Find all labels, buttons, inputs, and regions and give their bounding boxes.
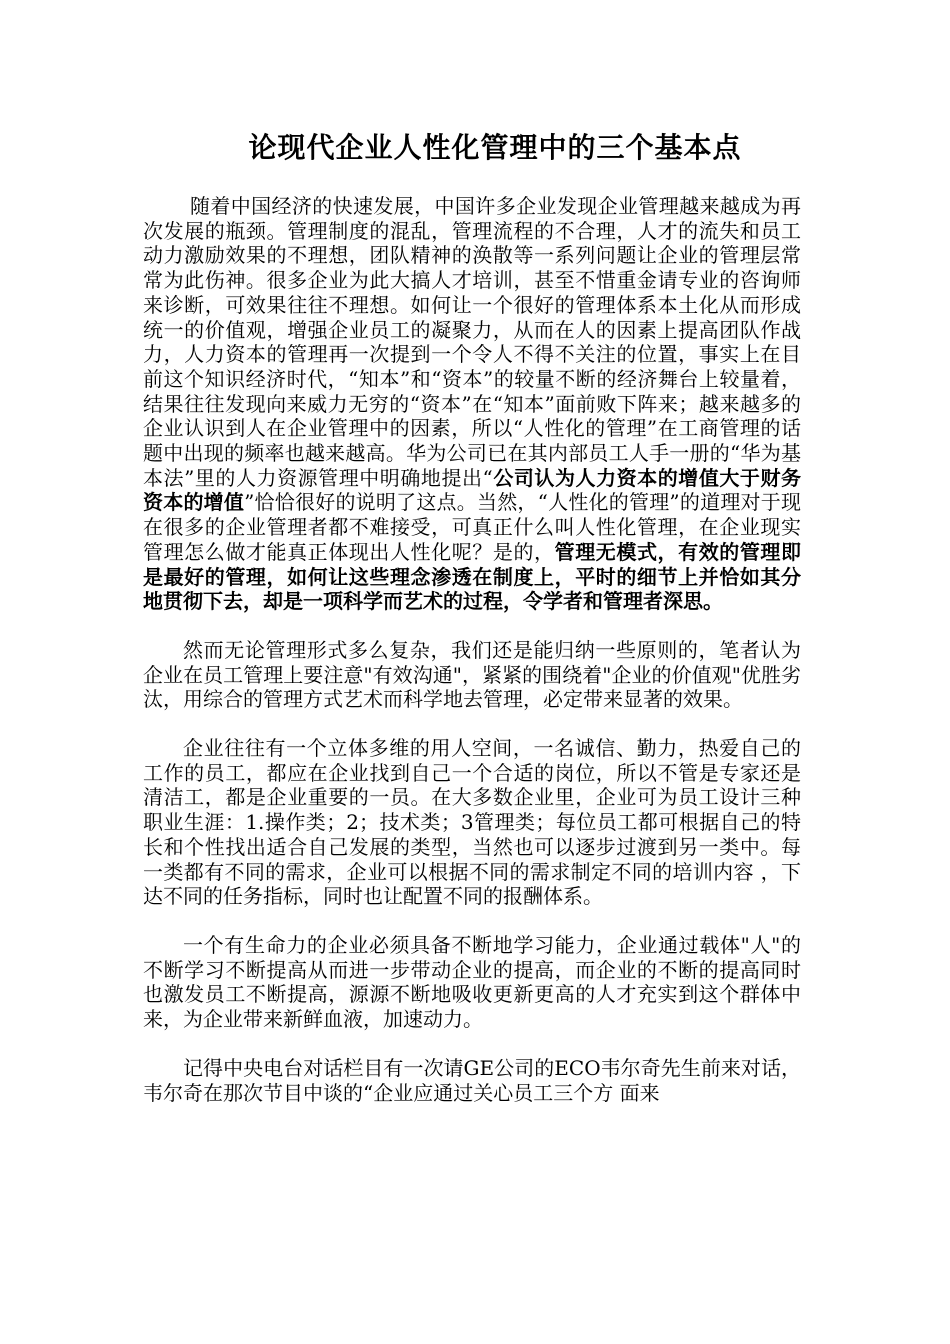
document-body	[143, 194, 801, 1105]
paragraph-3: 企业往往有一个立体多维的用人空间，一名诚信、勤力，热爱自己的工作的员工，都应在企业找到自己一个合适的岗位，所以不管是专家还是清洁工，都是企业重要的一员。在大多数企业里，企业可为员工设计三种职业生涯：1.操作类；2；技术类；3管理类；每位员工都可根据自己的特长和个性找出适合自己发展的类型，当然也可以逐步过渡到另一类中。每一类都有不同的需求，企业可以根据不同的需求制定不同的培训内容 ，下达不同的任务指标，同时也让配置不同的报酬体系。	[143, 736, 801, 909]
paragraph-4: 一个有生命力的企业必须具备不断地学习能力，企业通过载体"人"的不断学习不断提高从而进一步带动企业的提高，而企业的不断的提高同时也激发员工不断提高，源源不断地吸收更新更高的人才充实到这个群体中来，为企业带来新鲜血液，加速动力。	[143, 932, 801, 1032]
paragraph-5: 记得中央电台对话栏目有一次请GE公司的ECO韦尔奇先生前来对话，韦尔奇在那次节目中谈的“企业应通过关心员工三个方 面来	[143, 1055, 801, 1105]
paragraph-1	[143, 194, 801, 614]
document-title: 论现代企业人性化管理中的三个基本点	[248, 131, 742, 164]
paragraph-1-bold-conclusion: 管理无模式，有效的管理即是最好的管理，如何让这些理念渗透在制度上，平时的细节上并恰如其分地贯彻下去，却是一项科学而艺术的过程，令学者和管理者深思。	[143, 539, 802, 614]
paragraph-1-text-b: ”恰恰很好的说明了这点。当然，“人性化的管理”的道理对于现在很多的企业管理者都不难接受，可真正什么叫人性化管理，在企业现实管理怎么做才能真正体现出人性化呢？是的，	[143, 490, 801, 564]
paragraph-1-text-a: 随着中国经济的快速发展，中国许多企业发现企业管理越来越成为再次发展的瓶颈。管理制度的混乱，管理流程的不合理，人才的流失和员工动力激励效果的不理想，团队精神的涣散等一系列问题让企业的管理层常常为此伤神。很多企业为此大搞人才培训，甚至不惜重金请专业的咨询师来诊断，可效果往往不理想。如何让一个很好的管理体系本土化从而形成统一的价值观，增强企业员工的凝聚力，从而在人的因素上提高团队作战力，人力资本的管理再一次提到一个令人不得不关注的位置，事实上在目前这个知识经济时代，“知本”和“资本”的较量不断的经济舞台上较量着，结果往往发现向来威力无穷的“资本”在“知本”面前败下阵来；越来越多的企业认识到人在企业管理中的因素，所以“人性化的管理”在工商管理的话题中出现的频率也越来越高。华为公司已在其内部员工人手一册的“华为基本法”里的人力资源管理中明确地提出“	[143, 194, 801, 490]
paragraph-2: 然而无论管理形式多么复杂，我们还是能归纳一些原则的，笔者认为企业在员工管理上要注意"有效沟通"，紧紧的围绕着"企业的价值观"优胜劣汰，用综合的管理方式艺术而科学地去管理，必定带来显著的效果。	[143, 637, 801, 712]
paragraph-1-bold-quote: 公司认为人力资本的增值大于财务资本的增值	[143, 465, 802, 515]
